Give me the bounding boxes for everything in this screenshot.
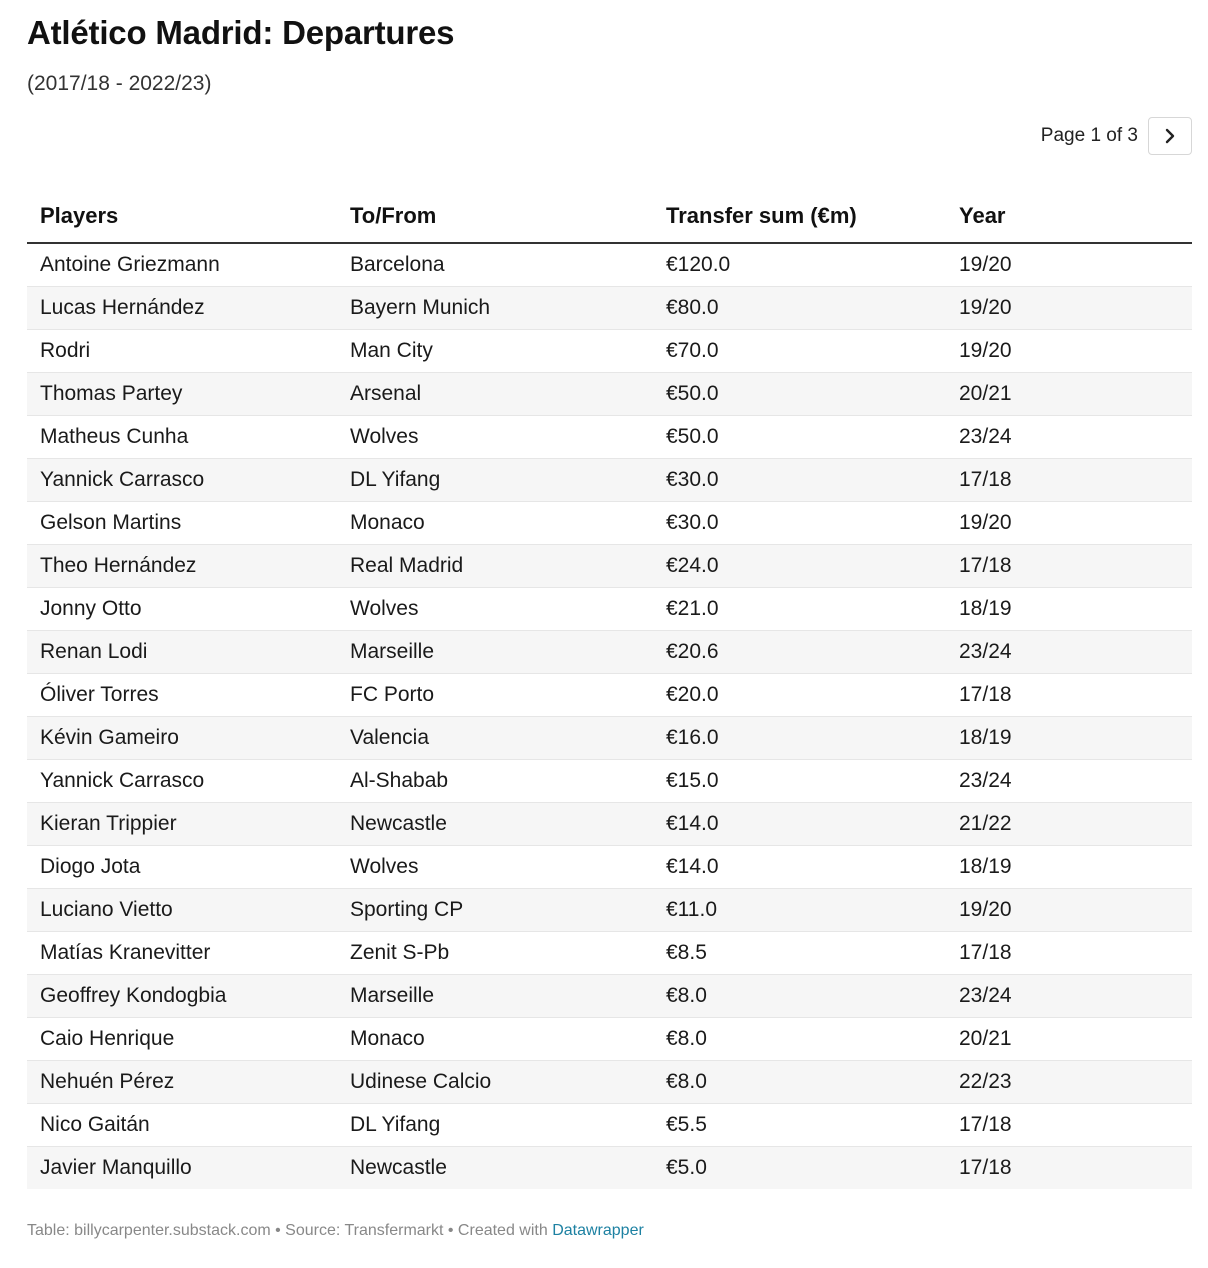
player-cell: Rodri xyxy=(27,330,337,373)
transfer-sum-cell: €14.0 xyxy=(653,846,946,889)
page-subtitle: (2017/18 - 2022/23) xyxy=(27,72,212,95)
year-cell: 17/18 xyxy=(946,674,1192,717)
table-row xyxy=(27,459,1192,502)
club-cell: Monaco xyxy=(337,1018,653,1061)
club-cell: Marseille xyxy=(337,975,653,1018)
transfer-sum-cell: €50.0 xyxy=(653,373,946,416)
table-row xyxy=(27,243,1192,287)
column-header-players[interactable]: Players xyxy=(27,190,337,243)
transfer-sum-cell: €80.0 xyxy=(653,287,946,330)
player-cell: Renan Lodi xyxy=(27,631,337,674)
table-header-row xyxy=(27,190,1192,243)
column-header-year[interactable]: Year xyxy=(946,190,1192,243)
transfer-sum-cell: €120.0 xyxy=(653,243,946,287)
club-cell: Marseille xyxy=(337,631,653,674)
table-row xyxy=(27,760,1192,803)
club-cell: Man City xyxy=(337,330,653,373)
table-row xyxy=(27,373,1192,416)
transfer-sum-cell: €30.0 xyxy=(653,459,946,502)
year-cell: 20/21 xyxy=(946,373,1192,416)
year-cell: 19/20 xyxy=(946,330,1192,373)
pagination xyxy=(1041,116,1192,156)
table-row xyxy=(27,287,1192,330)
year-cell: 23/24 xyxy=(946,416,1192,459)
next-page-button[interactable] xyxy=(1148,117,1192,155)
year-cell: 20/21 xyxy=(946,1018,1192,1061)
club-cell: Zenit S-Pb xyxy=(337,932,653,975)
table-row xyxy=(27,1018,1192,1061)
transfer-sum-cell: €20.0 xyxy=(653,674,946,717)
year-cell: 17/18 xyxy=(946,1104,1192,1147)
player-cell: Kieran Trippier xyxy=(27,803,337,846)
table-row xyxy=(27,545,1192,588)
club-cell: Newcastle xyxy=(337,1147,653,1190)
player-cell: Jonny Otto xyxy=(27,588,337,631)
year-cell: 17/18 xyxy=(946,459,1192,502)
year-cell: 22/23 xyxy=(946,1061,1192,1104)
club-cell: Valencia xyxy=(337,717,653,760)
player-cell: Diogo Jota xyxy=(27,846,337,889)
chevron-right-icon xyxy=(1164,128,1176,144)
player-cell: Geoffrey Kondogbia xyxy=(27,975,337,1018)
club-cell: Al-Shabab xyxy=(337,760,653,803)
year-cell: 17/18 xyxy=(946,1147,1192,1190)
year-cell: 19/20 xyxy=(946,502,1192,545)
player-cell: Matheus Cunha xyxy=(27,416,337,459)
transfer-sum-cell: €21.0 xyxy=(653,588,946,631)
year-cell: 17/18 xyxy=(946,932,1192,975)
transfer-sum-cell: €70.0 xyxy=(653,330,946,373)
table-row xyxy=(27,803,1192,846)
table-row xyxy=(27,416,1192,459)
transfer-sum-cell: €8.0 xyxy=(653,975,946,1018)
transfer-sum-cell: €14.0 xyxy=(653,803,946,846)
club-cell: Newcastle xyxy=(337,803,653,846)
table-row xyxy=(27,846,1192,889)
transfer-sum-cell: €8.5 xyxy=(653,932,946,975)
year-cell: 21/22 xyxy=(946,803,1192,846)
year-cell: 23/24 xyxy=(946,631,1192,674)
column-header-to-from[interactable]: To/From xyxy=(337,190,653,243)
table-row xyxy=(27,1104,1192,1147)
player-cell: Yannick Carrasco xyxy=(27,760,337,803)
club-cell: Udinese Calcio xyxy=(337,1061,653,1104)
club-cell: Real Madrid xyxy=(337,545,653,588)
player-cell: Nehuén Pérez xyxy=(27,1061,337,1104)
transfer-sum-cell: €30.0 xyxy=(653,502,946,545)
table-row xyxy=(27,717,1192,760)
club-cell: Wolves xyxy=(337,846,653,889)
player-cell: Gelson Martins xyxy=(27,502,337,545)
year-cell: 19/20 xyxy=(946,243,1192,287)
club-cell: Bayern Munich xyxy=(337,287,653,330)
transfers-table xyxy=(27,190,1192,1189)
table-row xyxy=(27,1147,1192,1190)
table-row xyxy=(27,674,1192,717)
player-cell: Kévin Gameiro xyxy=(27,717,337,760)
player-cell: Thomas Partey xyxy=(27,373,337,416)
player-cell: Lucas Hernández xyxy=(27,287,337,330)
table-row xyxy=(27,1061,1192,1104)
year-cell: 19/20 xyxy=(946,889,1192,932)
club-cell: Arsenal xyxy=(337,373,653,416)
player-cell: Caio Henrique xyxy=(27,1018,337,1061)
year-cell: 19/20 xyxy=(946,287,1192,330)
club-cell: Wolves xyxy=(337,588,653,631)
transfer-sum-cell: €24.0 xyxy=(653,545,946,588)
player-cell: Yannick Carrasco xyxy=(27,459,337,502)
transfer-sum-cell: €50.0 xyxy=(653,416,946,459)
table-row xyxy=(27,330,1192,373)
player-cell: Antoine Griezmann xyxy=(27,243,337,287)
year-cell: 23/24 xyxy=(946,760,1192,803)
transfer-sum-cell: €8.0 xyxy=(653,1061,946,1104)
club-cell: DL Yifang xyxy=(337,459,653,502)
table-body xyxy=(27,243,1192,1189)
year-cell: 23/24 xyxy=(946,975,1192,1018)
club-cell: Sporting CP xyxy=(337,889,653,932)
player-cell: Javier Manquillo xyxy=(27,1147,337,1190)
table-row xyxy=(27,975,1192,1018)
player-cell: Theo Hernández xyxy=(27,545,337,588)
club-cell: FC Porto xyxy=(337,674,653,717)
year-cell: 18/19 xyxy=(946,717,1192,760)
player-cell: Matías Kranevitter xyxy=(27,932,337,975)
transfer-sum-cell: €16.0 xyxy=(653,717,946,760)
table-row xyxy=(27,889,1192,932)
footer-text: Table: billycarpenter.substack.com • Source: Transfermarkt • Created with xyxy=(27,1222,553,1239)
footer-credits xyxy=(27,1222,644,1240)
transfer-sum-cell: €5.0 xyxy=(653,1147,946,1190)
page-title: Atlético Madrid: Departures xyxy=(27,14,455,51)
transfer-sum-cell: €11.0 xyxy=(653,889,946,932)
table-row xyxy=(27,631,1192,674)
page-indicator: Page 1 of 3 xyxy=(1040,125,1138,146)
player-cell: Luciano Vietto xyxy=(27,889,337,932)
club-cell: DL Yifang xyxy=(337,1104,653,1147)
datawrapper-link[interactable]: Datawrapper xyxy=(552,1222,644,1239)
player-cell: Nico Gaitán xyxy=(27,1104,337,1147)
transfer-sum-cell: €15.0 xyxy=(653,760,946,803)
table-row xyxy=(27,588,1192,631)
transfer-sum-cell: €5.5 xyxy=(653,1104,946,1147)
table-row xyxy=(27,932,1192,975)
year-cell: 17/18 xyxy=(946,545,1192,588)
year-cell: 18/19 xyxy=(946,846,1192,889)
table-row xyxy=(27,502,1192,545)
club-cell: Monaco xyxy=(337,502,653,545)
club-cell: Barcelona xyxy=(337,243,653,287)
transfer-sum-cell: €8.0 xyxy=(653,1018,946,1061)
column-header-transfer-sum[interactable]: Transfer sum (€m) xyxy=(653,190,946,243)
transfer-sum-cell: €20.6 xyxy=(653,631,946,674)
club-cell: Wolves xyxy=(337,416,653,459)
year-cell: 18/19 xyxy=(946,588,1192,631)
player-cell: Óliver Torres xyxy=(27,674,337,717)
